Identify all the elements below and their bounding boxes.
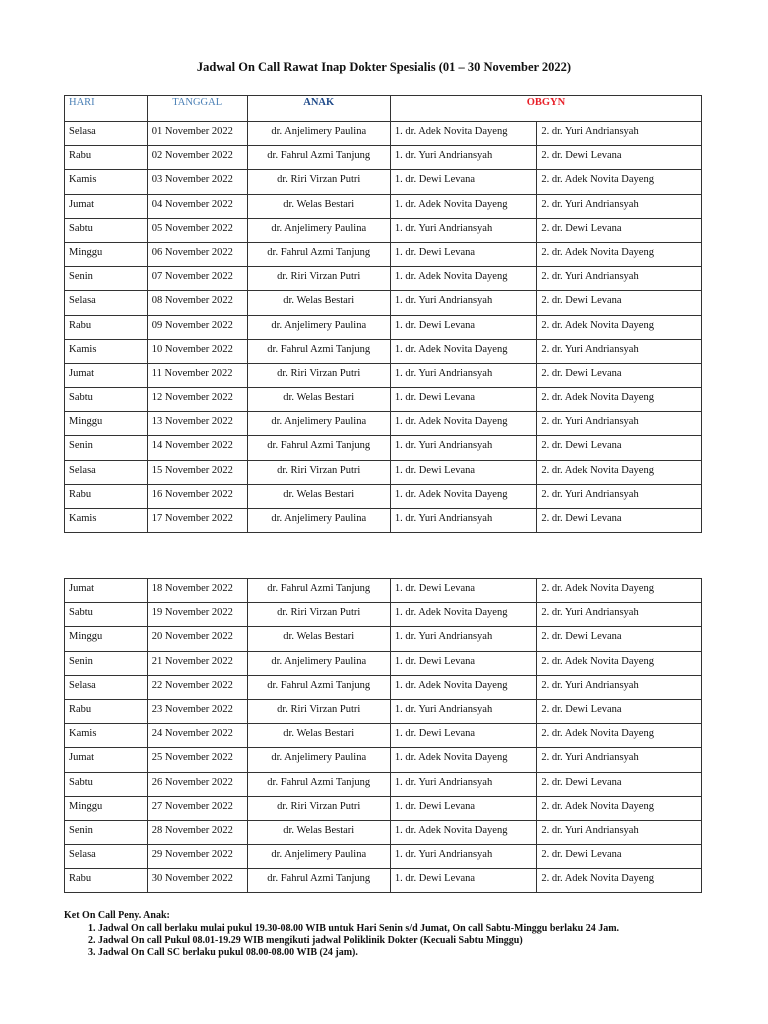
table-row <box>65 242 702 266</box>
cell-obgyn-1: 1. dr. Dewi Levana <box>390 315 537 339</box>
cell-anak: dr. Anjelimery Paulina <box>247 412 390 436</box>
cell-tanggal: 21 November 2022 <box>147 651 247 675</box>
cell-tanggal: 08 November 2022 <box>147 291 247 315</box>
cell-obgyn-1: 1. dr. Yuri Andriansyah <box>390 845 537 869</box>
cell-hari: Kamis <box>65 509 148 533</box>
cell-obgyn-2: 2. dr. Adek Novita Dayeng <box>537 315 702 339</box>
cell-tanggal: 10 November 2022 <box>147 339 247 363</box>
cell-obgyn-2: 2. dr. Dewi Levana <box>537 772 702 796</box>
cell-hari: Selasa <box>65 845 148 869</box>
table-row <box>65 509 702 533</box>
cell-obgyn-1: 1. dr. Dewi Levana <box>390 869 537 893</box>
table-row <box>65 315 702 339</box>
cell-obgyn-2: 2. dr. Yuri Andriansyah <box>537 820 702 844</box>
cell-tanggal: 23 November 2022 <box>147 699 247 723</box>
cell-anak: dr. Welas Bestari <box>247 820 390 844</box>
cell-obgyn-1: 1. dr. Adek Novita Dayeng <box>390 339 537 363</box>
cell-obgyn-2: 2. dr. Adek Novita Dayeng <box>537 651 702 675</box>
cell-tanggal: 30 November 2022 <box>147 869 247 893</box>
cell-obgyn-2: 2. dr. Yuri Andriansyah <box>537 339 702 363</box>
cell-tanggal: 07 November 2022 <box>147 267 247 291</box>
cell-tanggal: 15 November 2022 <box>147 460 247 484</box>
cell-tanggal: 06 November 2022 <box>147 242 247 266</box>
cell-obgyn-2: 2. dr. Adek Novita Dayeng <box>537 170 702 194</box>
cell-tanggal: 20 November 2022 <box>147 627 247 651</box>
cell-anak: dr. Anjelimery Paulina <box>247 218 390 242</box>
cell-obgyn-2: 2. dr. Adek Novita Dayeng <box>537 242 702 266</box>
cell-obgyn-2: 2. dr. Yuri Andriansyah <box>537 748 702 772</box>
cell-obgyn-1: 1. dr. Dewi Levana <box>390 579 537 603</box>
cell-obgyn-2: 2. dr. Adek Novita Dayeng <box>537 579 702 603</box>
cell-obgyn-2: 2. dr. Dewi Levana <box>537 436 702 460</box>
notes-list <box>64 923 619 958</box>
cell-anak: dr. Anjelimery Paulina <box>247 651 390 675</box>
cell-obgyn-1: 1. dr. Yuri Andriansyah <box>390 699 537 723</box>
cell-hari: Minggu <box>65 242 148 266</box>
cell-tanggal: 18 November 2022 <box>147 579 247 603</box>
cell-hari: Rabu <box>65 484 148 508</box>
cell-tanggal: 25 November 2022 <box>147 748 247 772</box>
table-row <box>65 845 702 869</box>
cell-hari: Rabu <box>65 146 148 170</box>
cell-obgyn-1: 1. dr. Adek Novita Dayeng <box>390 748 537 772</box>
cell-obgyn-2: 2. dr. Dewi Levana <box>537 218 702 242</box>
cell-hari: Selasa <box>65 675 148 699</box>
cell-anak: dr. Riri Virzan Putri <box>247 699 390 723</box>
cell-anak: dr. Riri Virzan Putri <box>247 603 390 627</box>
notes-heading: Ket On Call Peny. Anak: <box>64 910 170 921</box>
cell-obgyn-1: 1. dr. Adek Novita Dayeng <box>390 675 537 699</box>
table-row <box>65 291 702 315</box>
cell-obgyn-2: 2. dr. Dewi Levana <box>537 363 702 387</box>
cell-anak: dr. Anjelimery Paulina <box>247 509 390 533</box>
cell-anak: dr. Riri Virzan Putri <box>247 267 390 291</box>
cell-hari: Selasa <box>65 122 148 146</box>
cell-anak: dr. Riri Virzan Putri <box>247 363 390 387</box>
table-row <box>65 388 702 412</box>
cell-hari: Senin <box>65 651 148 675</box>
cell-obgyn-1: 1. dr. Dewi Levana <box>390 388 537 412</box>
table-row <box>65 748 702 772</box>
cell-obgyn-2: 2. dr. Dewi Levana <box>537 146 702 170</box>
cell-anak: dr. Welas Bestari <box>247 194 390 218</box>
cell-anak: dr. Welas Bestari <box>247 724 390 748</box>
cell-anak: dr. Welas Bestari <box>247 627 390 651</box>
cell-tanggal: 16 November 2022 <box>147 484 247 508</box>
cell-hari: Sabtu <box>65 603 148 627</box>
table-row <box>65 267 702 291</box>
cell-obgyn-2: 2. dr. Adek Novita Dayeng <box>537 869 702 893</box>
table-row <box>65 796 702 820</box>
cell-tanggal: 27 November 2022 <box>147 796 247 820</box>
table-row <box>65 627 702 651</box>
cell-obgyn-1: 1. dr. Dewi Levana <box>390 724 537 748</box>
cell-obgyn-1: 1. dr. Dewi Levana <box>390 170 537 194</box>
cell-tanggal: 04 November 2022 <box>147 194 247 218</box>
cell-tanggal: 12 November 2022 <box>147 388 247 412</box>
cell-hari: Sabtu <box>65 772 148 796</box>
cell-anak: dr. Welas Bestari <box>247 388 390 412</box>
table-row <box>65 772 702 796</box>
schedule-table-part1 <box>64 95 702 533</box>
cell-obgyn-2: 2. dr. Dewi Levana <box>537 509 702 533</box>
header-hari: HARI <box>65 96 148 122</box>
cell-hari: Senin <box>65 436 148 460</box>
cell-tanggal: 19 November 2022 <box>147 603 247 627</box>
table-row <box>65 436 702 460</box>
cell-obgyn-2: 2. dr. Yuri Andriansyah <box>537 603 702 627</box>
cell-hari: Rabu <box>65 315 148 339</box>
cell-anak: dr. Fahrul Azmi Tanjung <box>247 436 390 460</box>
cell-obgyn-2: 2. dr. Adek Novita Dayeng <box>537 388 702 412</box>
cell-hari: Kamis <box>65 339 148 363</box>
schedule-table-part2 <box>64 578 702 893</box>
cell-anak: dr. Fahrul Azmi Tanjung <box>247 339 390 363</box>
cell-hari: Minggu <box>65 796 148 820</box>
cell-tanggal: 26 November 2022 <box>147 772 247 796</box>
cell-hari: Senin <box>65 267 148 291</box>
table-row <box>65 675 702 699</box>
cell-hari: Minggu <box>65 412 148 436</box>
cell-obgyn-1: 1. dr. Yuri Andriansyah <box>390 146 537 170</box>
cell-anak: dr. Fahrul Azmi Tanjung <box>247 146 390 170</box>
table-row <box>65 820 702 844</box>
cell-hari: Jumat <box>65 363 148 387</box>
cell-obgyn-1: 1. dr. Yuri Andriansyah <box>390 363 537 387</box>
cell-anak: dr. Anjelimery Paulina <box>247 748 390 772</box>
cell-obgyn-2: 2. dr. Adek Novita Dayeng <box>537 460 702 484</box>
cell-obgyn-1: 1. dr. Adek Novita Dayeng <box>390 122 537 146</box>
cell-anak: dr. Welas Bestari <box>247 484 390 508</box>
cell-hari: Selasa <box>65 460 148 484</box>
cell-anak: dr. Fahrul Azmi Tanjung <box>247 772 390 796</box>
cell-hari: Rabu <box>65 699 148 723</box>
cell-obgyn-1: 1. dr. Adek Novita Dayeng <box>390 603 537 627</box>
table-row <box>65 218 702 242</box>
cell-anak: dr. Riri Virzan Putri <box>247 170 390 194</box>
cell-obgyn-2: 2. dr. Yuri Andriansyah <box>537 194 702 218</box>
cell-obgyn-2: 2. dr. Dewi Levana <box>537 845 702 869</box>
cell-anak: dr. Fahrul Azmi Tanjung <box>247 869 390 893</box>
table-row <box>65 363 702 387</box>
cell-obgyn-2: 2. dr. Yuri Andriansyah <box>537 484 702 508</box>
cell-obgyn-2: 2. dr. Adek Novita Dayeng <box>537 796 702 820</box>
table-row <box>65 412 702 436</box>
cell-obgyn-1: 1. dr. Adek Novita Dayeng <box>390 412 537 436</box>
table-row <box>65 724 702 748</box>
cell-tanggal: 24 November 2022 <box>147 724 247 748</box>
cell-hari: Sabtu <box>65 388 148 412</box>
note-item: 1. Jadwal On call berlaku mulai pukul 19.30-08.00 WIB untuk Hari Senin s/d Jumat, On call Sabtu-Minggu berlaku 24 Jam. <box>98 923 619 934</box>
cell-hari: Minggu <box>65 627 148 651</box>
cell-anak: dr. Anjelimery Paulina <box>247 845 390 869</box>
cell-tanggal: 09 November 2022 <box>147 315 247 339</box>
table-row <box>65 194 702 218</box>
cell-tanggal: 03 November 2022 <box>147 170 247 194</box>
table-row <box>65 869 702 893</box>
cell-obgyn-1: 1. dr. Yuri Andriansyah <box>390 772 537 796</box>
header-obgyn: OBGYN <box>390 96 701 122</box>
cell-obgyn-2: 2. dr. Yuri Andriansyah <box>537 267 702 291</box>
cell-tanggal: 13 November 2022 <box>147 412 247 436</box>
cell-obgyn-2: 2. dr. Adek Novita Dayeng <box>537 724 702 748</box>
cell-hari: Kamis <box>65 724 148 748</box>
table-row <box>65 579 702 603</box>
header-tanggal: TANGGAL <box>147 96 247 122</box>
cell-hari: Jumat <box>65 748 148 772</box>
cell-hari: Rabu <box>65 869 148 893</box>
cell-anak: dr. Fahrul Azmi Tanjung <box>247 675 390 699</box>
cell-obgyn-1: 1. dr. Adek Novita Dayeng <box>390 820 537 844</box>
cell-obgyn-1: 1. dr. Yuri Andriansyah <box>390 218 537 242</box>
cell-obgyn-1: 1. dr. Yuri Andriansyah <box>390 436 537 460</box>
cell-tanggal: 29 November 2022 <box>147 845 247 869</box>
table-row <box>65 339 702 363</box>
cell-obgyn-1: 1. dr. Yuri Andriansyah <box>390 627 537 651</box>
cell-obgyn-1: 1. dr. Adek Novita Dayeng <box>390 484 537 508</box>
cell-tanggal: 14 November 2022 <box>147 436 247 460</box>
cell-hari: Sabtu <box>65 218 148 242</box>
cell-hari: Kamis <box>65 170 148 194</box>
table-row <box>65 484 702 508</box>
cell-obgyn-2: 2. dr. Dewi Levana <box>537 699 702 723</box>
cell-anak: dr. Welas Bestari <box>247 291 390 315</box>
cell-anak: dr. Fahrul Azmi Tanjung <box>247 242 390 266</box>
cell-hari: Jumat <box>65 194 148 218</box>
cell-hari: Senin <box>65 820 148 844</box>
cell-obgyn-1: 1. dr. Dewi Levana <box>390 242 537 266</box>
cell-anak: dr. Riri Virzan Putri <box>247 460 390 484</box>
cell-tanggal: 01 November 2022 <box>147 122 247 146</box>
cell-obgyn-1: 1. dr. Adek Novita Dayeng <box>390 267 537 291</box>
cell-tanggal: 11 November 2022 <box>147 363 247 387</box>
cell-obgyn-1: 1. dr. Dewi Levana <box>390 651 537 675</box>
cell-obgyn-1: 1. dr. Dewi Levana <box>390 796 537 820</box>
cell-obgyn-2: 2. dr. Yuri Andriansyah <box>537 122 702 146</box>
cell-tanggal: 05 November 2022 <box>147 218 247 242</box>
table-header-row <box>65 96 702 122</box>
cell-tanggal: 28 November 2022 <box>147 820 247 844</box>
cell-hari: Jumat <box>65 579 148 603</box>
cell-obgyn-2: 2. dr. Dewi Levana <box>537 627 702 651</box>
table-row <box>65 146 702 170</box>
cell-anak: dr. Anjelimery Paulina <box>247 122 390 146</box>
table-row <box>65 699 702 723</box>
cell-tanggal: 22 November 2022 <box>147 675 247 699</box>
table-row <box>65 122 702 146</box>
cell-tanggal: 02 November 2022 <box>147 146 247 170</box>
document-title: Jadwal On Call Rawat Inap Dokter Spesialis (01 – 30 November 2022) <box>196 60 572 74</box>
cell-tanggal: 17 November 2022 <box>147 509 247 533</box>
table-row <box>65 460 702 484</box>
cell-obgyn-1: 1. dr. Adek Novita Dayeng <box>390 194 537 218</box>
cell-obgyn-1: 1. dr. Yuri Andriansyah <box>390 291 537 315</box>
cell-anak: dr. Anjelimery Paulina <box>247 315 390 339</box>
cell-obgyn-2: 2. dr. Yuri Andriansyah <box>537 675 702 699</box>
header-anak: ANAK <box>247 96 390 122</box>
note-item: 3. Jadwal On Call SC berlaku pukul 08.00-08.00 WIB (24 jam). <box>98 947 619 958</box>
cell-anak: dr. Riri Virzan Putri <box>247 796 390 820</box>
table-row <box>65 651 702 675</box>
cell-hari: Selasa <box>65 291 148 315</box>
notes-section <box>64 910 619 959</box>
cell-anak: dr. Fahrul Azmi Tanjung <box>247 579 390 603</box>
note-item: 2. Jadwal On call Pukul 08.01-19.29 WIB mengikuti jadwal Poliklinik Dokter (Kecuali Sabtu Minggu) <box>98 935 619 946</box>
table-row <box>65 603 702 627</box>
cell-obgyn-1: 1. dr. Yuri Andriansyah <box>390 509 537 533</box>
cell-obgyn-2: 2. dr. Dewi Levana <box>537 291 702 315</box>
table-row <box>65 170 702 194</box>
cell-obgyn-1: 1. dr. Dewi Levana <box>390 460 537 484</box>
cell-obgyn-2: 2. dr. Yuri Andriansyah <box>537 412 702 436</box>
